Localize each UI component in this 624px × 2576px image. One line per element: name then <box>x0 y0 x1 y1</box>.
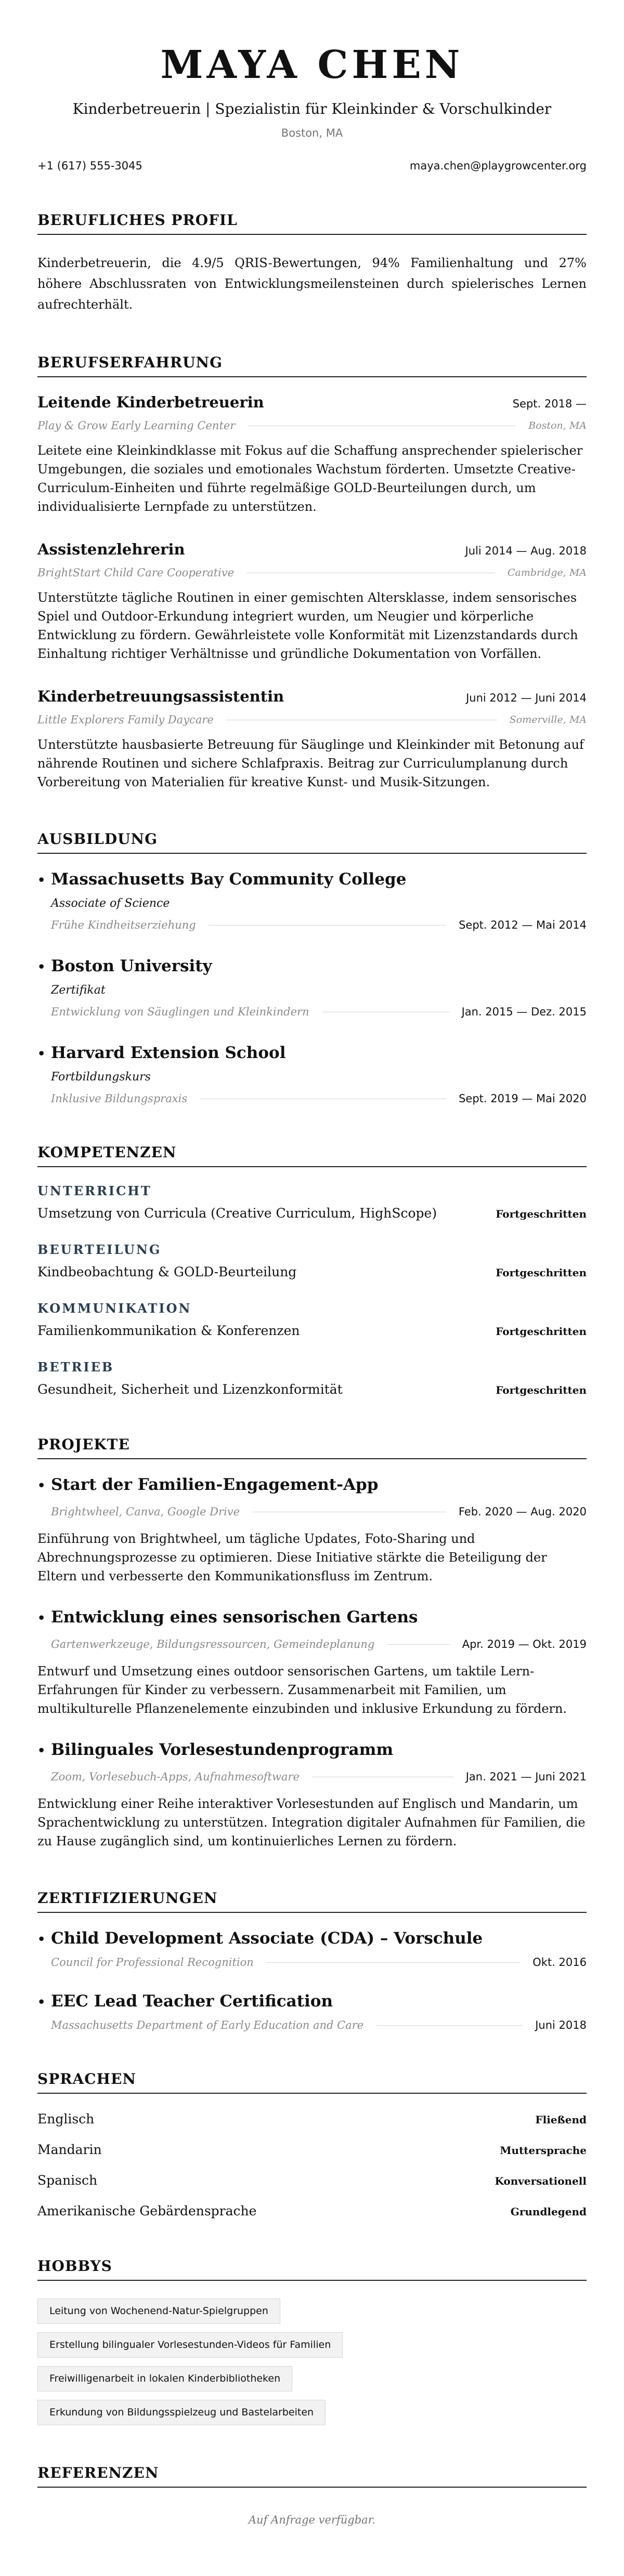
bullet-icon: • <box>37 1994 46 2010</box>
language-level: Muttersprache <box>500 2144 587 2157</box>
school-name: Massachusetts Bay Community College <box>51 870 407 889</box>
skill-entry <box>37 1302 587 1338</box>
project-dates: Feb. 2020 — Aug. 2020 <box>458 1505 587 1518</box>
job-dates: Juli 2014 — Aug. 2018 <box>465 545 587 557</box>
certification-issuer: Massachusetts Department of Early Education and Care <box>51 2019 364 2031</box>
dotted-leader <box>387 1644 449 1645</box>
language-entry <box>37 2111 587 2126</box>
language-entry <box>37 2142 587 2157</box>
section-title-certifications: ZERTIFIZIERUNGEN <box>37 1891 587 1913</box>
project-entry <box>37 1609 587 1718</box>
skill-level: Fortgeschritten <box>496 1266 587 1279</box>
certification-issuer: Council for Professional Recognition <box>51 1956 254 1969</box>
section-title-languages: SPRACHEN <box>37 2072 587 2094</box>
job-dates: Juni 2012 — Juni 2014 <box>466 692 587 704</box>
certification-entry <box>37 1931 587 1969</box>
degree-name: Zertifikat <box>51 984 106 997</box>
language-entry <box>37 2173 587 2188</box>
skills-section <box>37 1145 587 1397</box>
bullet-icon: • <box>37 959 46 974</box>
hobby-tag: Erstellung bilingualer Vorlesestunden-Videos für Familien <box>37 2332 343 2358</box>
language-entry <box>37 2203 587 2218</box>
project-title: Start der Familien-Engagement-App <box>51 1475 379 1494</box>
skill-level: Fortgeschritten <box>496 1384 587 1396</box>
job-company: Play & Grow Early Learning Center <box>37 419 236 432</box>
skill-category: UNTERRICHT <box>37 1183 152 1198</box>
references-section <box>37 2466 587 2526</box>
hobby-tag: Erkundung von Bildungsspielzeug und Bastelarbeiten <box>37 2400 326 2425</box>
skill-category: BETRIEB <box>37 1359 114 1375</box>
education-dates: Sept. 2019 — Mai 2020 <box>459 1092 587 1105</box>
education-entry <box>37 1045 587 1105</box>
section-title-education: AUSBILDUNG <box>37 832 587 854</box>
candidate-name: MAYA CHEN <box>160 43 464 87</box>
profile-summary: Kinderbetreuerin, die 4.9/5 QRIS-Bewertungen, 94% Familienhaltung und 27% höhere Abschlussraten von Entwicklungsmeilensteinen durch spielerisches Lernen aufrechterhält. <box>37 256 587 312</box>
dotted-leader <box>376 2025 523 2026</box>
job-entry <box>37 395 587 516</box>
job-entry <box>37 542 587 663</box>
certifications-section <box>37 1891 587 2031</box>
project-description: Entwurf und Umsetzung eines outdoor sensorischen Gartens, um taktile Lern-Erfahrungen für Kinder zu verbessern. Zusammenarbeit mit Familien, um multikulturelle Pflanzenelemente einzubinden und inklusive Erkundung zu fördern. <box>37 1664 567 1716</box>
school-name: Boston University <box>51 957 212 975</box>
certification-date: Okt. 2016 <box>532 1956 587 1969</box>
job-entry <box>37 689 587 791</box>
skill-category: KOMMUNIKATION <box>37 1301 192 1316</box>
language-level: Fließend <box>535 2113 587 2126</box>
bullet-icon: • <box>37 1610 46 1626</box>
skill-level: Fortgeschritten <box>496 1208 587 1220</box>
study-field: Inklusive Bildungspraxis <box>51 1092 188 1105</box>
certification-entry <box>37 1993 587 2031</box>
job-company: BrightStart Child Care Cooperative <box>37 566 235 579</box>
projects-section <box>37 1437 587 1851</box>
certification-date: Juni 2018 <box>535 2019 587 2031</box>
hobbies-section <box>37 2259 587 2425</box>
job-company: Little Explorers Family Daycare <box>37 714 214 726</box>
skill-name: Kindbeobachtung & GOLD-Beurteilung <box>37 1264 297 1279</box>
project-dates: Apr. 2019 — Okt. 2019 <box>462 1638 587 1650</box>
experience-section <box>37 355 587 791</box>
skill-level: Fortgeschritten <box>496 1325 587 1338</box>
job-title: Leitende Kinderbetreuerin <box>37 393 264 411</box>
dotted-leader <box>209 925 446 926</box>
bullet-icon: • <box>37 1932 46 1947</box>
project-title: Entwicklung eines sensorischen Gartens <box>51 1608 418 1627</box>
education-section <box>37 832 587 1105</box>
job-description: Unterstützte hausbasierte Betreuung für Säuglinge und Kleinkinder mit Betonung auf nährende Routinen und sichere Schlafpraxis. Beitrag zur Curriculumplanung durch Vorbereitung von Materialien für kreative Kunst- und Musik-Sitzungen. <box>37 737 584 789</box>
hobby-tag-list <box>37 2298 587 2425</box>
section-title-profile: BERUFLICHES PROFIL <box>37 213 587 235</box>
study-field: Frühe Kindheitserziehung <box>51 919 196 931</box>
language-name: Amerikanische Gebärdensprache <box>37 2203 257 2218</box>
job-location: Boston, MA <box>528 420 587 431</box>
candidate-tagline: Kinderbetreuerin | Spezialistin für Kleinkinder & Vorschulkinder <box>72 100 552 117</box>
email-address[interactable]: maya.chen@playgrowcenter.org <box>409 160 587 172</box>
skill-entry <box>37 1185 587 1221</box>
project-tools: Brightwheel, Canva, Google Drive <box>51 1505 240 1518</box>
study-field: Entwicklung von Säuglingen und Kleinkindern <box>51 1006 309 1018</box>
skill-name: Gesundheit, Sicherheit und Lizenzkonformität <box>37 1382 343 1397</box>
project-tools: Zoom, Vorlesebuch-Apps, Aufnahmesoftware <box>51 1771 300 1783</box>
education-entry <box>37 871 587 931</box>
bullet-icon: • <box>37 873 46 888</box>
project-title: Bilinguales Vorlesestundenprogramm <box>51 1740 394 1759</box>
bullet-icon: • <box>37 1743 46 1758</box>
hobby-tag: Leitung von Wochenend-Natur-Spielgruppen <box>37 2298 280 2324</box>
skill-entry <box>37 1361 587 1397</box>
project-description: Entwicklung einer Reihe interaktiver Vorlesestunden auf Englisch und Mandarin, um Sprachentwicklung zu unterstützen. Integration digitaler Aufnahmen für Familien, die zu Hause zugänglich sind, um kontinuierliches Lernen zu fördern. <box>37 1796 586 1848</box>
candidate-location: Boston, MA <box>281 127 343 139</box>
job-location: Cambridge, MA <box>507 567 587 578</box>
degree-name: Associate of Science <box>51 897 170 910</box>
job-description: Leitete eine Kleinkindklasse mit Fokus auf die Schaffung ansprechender spielerischer Umgebungen, die soziales und emotionales Wachstum förderten. Umsetzte Creative-Curriculum-Einheiten und führte regelmäßige GOLD-Beurteilungen durch, um individualisierte Lernpfade zu unterstützen. <box>37 443 583 514</box>
certification-title: EEC Lead Teacher Certification <box>51 1992 333 2011</box>
language-name: Spanisch <box>37 2173 98 2188</box>
education-dates: Jan. 2015 — Dez. 2015 <box>461 1006 587 1018</box>
section-title-references: REFERENZEN <box>37 2466 587 2488</box>
bullet-icon: • <box>37 1046 46 1061</box>
section-title-projects: PROJEKTE <box>37 1437 587 1459</box>
project-description: Einführung von Brightwheel, um tägliche Updates, Foto-Sharing und Abrechnungsprozesse zu optimieren. Diese Initiative stärkte die Beteiligung der Eltern und verbesserte den Kommunikationsfluss im Zentrum. <box>37 1531 547 1583</box>
hobby-tag: Freiwilligenarbeit in lokalen Kinderbibliotheken <box>37 2366 292 2392</box>
project-entry <box>37 1477 587 1586</box>
bullet-icon: • <box>37 1478 46 1493</box>
certification-title: Child Development Associate (CDA) – Vorschule <box>51 1929 483 1948</box>
job-location: Somerville, MA <box>509 714 587 725</box>
skill-category: BEURTEILUNG <box>37 1242 162 1257</box>
resume-header <box>37 43 587 172</box>
languages-section <box>37 2072 587 2218</box>
skill-name: Umsetzung von Curricula (Creative Curriculum, HighScope) <box>37 1206 437 1221</box>
job-description: Unterstützte tägliche Routinen in einer gemischten Altersklasse, indem sensorisches Spiel und Outdoor-Erkundung integriert wurden, um Neugier und körperliche Entwicklung zu fördern. Gewährleistete volle Konformität mit Lizenzstandards durch Einhaltung richtiger Verhältnisse und gründliche Dokumentation von Vorfällen. <box>37 590 578 661</box>
degree-name: Fortbildungskurs <box>51 1071 151 1084</box>
language-level: Grundlegend <box>510 2205 587 2218</box>
phone-number[interactable]: +1 (617) 555-3045 <box>37 160 142 172</box>
skill-entry <box>37 1244 587 1279</box>
project-dates: Jan. 2021 — Juni 2021 <box>465 1771 587 1783</box>
contact-row <box>37 161 587 171</box>
job-dates: Sept. 2018 — <box>512 398 587 410</box>
school-name: Harvard Extension School <box>51 1043 286 1062</box>
job-title: Assistenzlehrerin <box>37 540 185 558</box>
section-title-hobbies: HOBBYS <box>37 2259 587 2281</box>
language-name: Mandarin <box>37 2142 102 2157</box>
education-dates: Sept. 2012 — Mai 2014 <box>459 919 587 931</box>
section-title-skills: KOMPETENZEN <box>37 1145 587 1167</box>
dotted-leader <box>266 1962 521 1963</box>
job-title: Kinderbetreuungsassistentin <box>37 688 284 705</box>
skill-name: Familienkommunikation & Konferenzen <box>37 1323 300 1338</box>
education-entry <box>37 958 587 1018</box>
references-note: Auf Anfrage verfügbar. <box>248 2514 376 2526</box>
project-tools: Gartenwerkzeuge, Bildungsressourcen, Gemeindeplanung <box>51 1638 375 1650</box>
language-name: Englisch <box>37 2111 95 2126</box>
section-title-experience: BERUFSERFAHRUNG <box>37 355 587 377</box>
language-level: Konversationell <box>495 2175 587 2187</box>
project-entry <box>37 1742 587 1851</box>
profile-section <box>37 213 587 315</box>
